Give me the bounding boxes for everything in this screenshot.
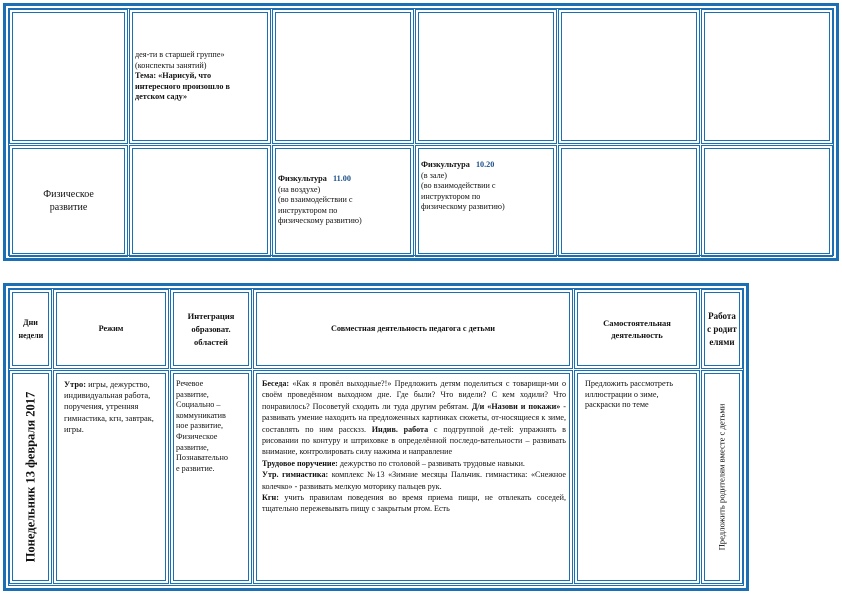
parents-cell — [701, 370, 743, 584]
header-day-text: Дни недели — [18, 318, 44, 340]
integration-line: развитие, — [176, 442, 209, 452]
morning-text: комплекс №13 «Зимние месяцы Пальчик. гимнастика: «Снежное колечко» - развивать мелкую моторику пальцев рук. — [262, 470, 566, 491]
top-row1-col6 — [701, 9, 833, 144]
pe-line: физическому развитию) — [421, 202, 505, 212]
day-cell — [9, 370, 52, 584]
top-row1-col2 — [129, 9, 271, 144]
integration-line: е развитие. — [176, 463, 215, 473]
header-parents — [701, 289, 743, 369]
conversation-label: Беседа: — [262, 379, 290, 388]
pe-time: 11.00 — [332, 174, 351, 183]
day-label: Понедельник 13 февраля 2017 — [23, 391, 38, 563]
activity-line: Тема: «Нарисуй, что — [135, 71, 212, 81]
header-joint-text: Совместная деятельность педагога с детьми — [330, 323, 495, 333]
integration-line: ное развитие, — [176, 421, 224, 431]
top-row2-col5 — [558, 145, 700, 257]
kgn-text: учить правилам поведения во время приема пищи, не отвлекать соседей, тщательно пережевывать пищу с закрытым ртом. Есть — [262, 493, 566, 514]
labor-label: Трудовое поручение: — [262, 458, 338, 468]
pe-line: физическому развитию) — [278, 216, 362, 226]
pe-line: (во взаимодействии с — [421, 181, 496, 191]
independent-cell — [574, 370, 700, 584]
game-text: - развивать умение находить на предложенных картинках сюжеты, от-носящиеся к зиме, составлять по ним расскзз — [262, 401, 566, 434]
game-label: Д/и «Назови и покажи» — [471, 401, 561, 411]
individual-text: с подгруппой де-тей: упражнять в рисовании по контуру и штриховке в определённой последо-вательности – развивать внимание, контролировать силу нажима и направление — [262, 424, 566, 457]
integration-cell — [170, 370, 252, 584]
pe-cell-1 — [272, 145, 414, 257]
header-day — [9, 289, 52, 369]
individual-label: Индив. работа — [371, 424, 429, 434]
joint-activity-cell: Беседа: «Как я провёл выходные?!» Предложить детям поделиться с товарищи-ми о своём проведённом выходном дне. Где были? Что видели? С кем ходили? Что понравилось? Посоветуй сходить ли туда другим ребятам. Д/и «Назови и покажи» - развивать умение находить на предложенных картинках сюжеты, от-носящиеся к зиме, составлять по ним расскзз. Индив. работа с подгруппой де-тей: упражнять в рисовании по контуру и штриховке в определённой последо-вательности – развивать внимание, контролировать силу нажима и направление Трудовое поручение: дежурство по столовой – развивать трудовые навыки. Утр. гимнастика: комплекс №13 «Зимние месяцы Пальчик. гимнастика: «Снежное колечко» - развивать мелкую моторику пальцев рук. Кгн: учить правилам поведения во время приема пищи, не отвлекать соседей, тщательно пережевывать пищу с закрытым ртом. Есть — [253, 370, 573, 584]
header-joint — [253, 289, 573, 369]
mode-label: Утро: — [64, 380, 86, 389]
pe-line: инструктором по — [278, 205, 338, 215]
activity-line: дея-ти в старшей группе» — [135, 50, 225, 59]
integration-line: коммуникатив — [176, 410, 226, 420]
integration-line: Речевое — [176, 379, 204, 388]
top-row2-col6 — [701, 145, 833, 257]
area-label-text: Физическое развитие — [43, 189, 94, 213]
top-row1-col4 — [415, 9, 557, 144]
top-row1-col5 — [558, 9, 700, 144]
conversation-text: «Как я провёл выходные?!» Предложить детям поделиться с товарищи-ми о своём проведённом выходном дне. Где были? Что видели? С кем ходили? Что понравилось? Посоветуй сходить ли туда другим ребятам. — [262, 379, 566, 411]
pe-line: (во взаимодействии с — [278, 195, 353, 205]
plan-table — [3, 283, 749, 591]
pe-line: (в зале) — [421, 170, 448, 180]
pe-title: Физкультура — [278, 174, 327, 183]
pe-title: Физкультура — [421, 160, 470, 169]
header-mode — [53, 289, 169, 369]
pe-line: (на воздухе) — [278, 184, 321, 194]
top-table — [3, 3, 839, 261]
activity-line: детском саду» — [135, 92, 188, 102]
integration-line: Физическое — [176, 431, 218, 441]
labor-text: дежурство по столовой – развивать трудовые навыки. — [339, 458, 525, 468]
top-row2-col2 — [129, 145, 271, 257]
activity-line: интересного произошло в — [135, 81, 230, 91]
pe-cell-2 — [415, 145, 557, 257]
top-row1-col3 — [272, 9, 414, 144]
header-integration-text: Интеграция образоват. областей — [187, 310, 235, 347]
integration-line: Познавательно — [176, 453, 228, 463]
header-independent — [574, 289, 700, 369]
header-mode-text: Режим — [98, 323, 124, 333]
integration-line: Социально – — [176, 400, 221, 410]
activity-line: (конспекты занятий) — [135, 60, 207, 70]
pe-time: 10.20 — [475, 160, 495, 169]
top-row1-col1 — [9, 9, 128, 144]
pe-line: инструктором по — [421, 191, 481, 201]
mode-text: игры, дежурство, индивидуальная работа, поручения, утренняя гимнастика, кгн, завтрак, игры. — [64, 380, 154, 434]
morning-label: Утр. гимнастика: — [262, 470, 329, 480]
header-integration — [170, 289, 252, 369]
independent-text: Предложить рассмотреть иллюстрации о зиме, раскраски по теме — [585, 379, 673, 410]
area-label-physical — [9, 145, 128, 257]
header-independent-text: Самостоятельная деятельность — [603, 318, 671, 340]
kgn-label: Кгн: — [262, 493, 279, 503]
integration-line: развитие, — [176, 389, 209, 399]
mode-cell — [53, 370, 169, 584]
header-parents-text: Работа с родителями — [707, 310, 737, 347]
parents-text: Предложить родителям вместе с детьми — [716, 403, 727, 551]
